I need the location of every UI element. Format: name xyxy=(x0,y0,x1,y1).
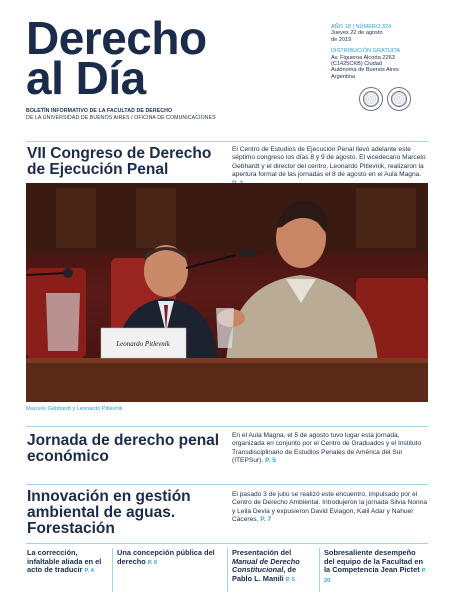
masthead-subtitle: BOLETÍN INFORMATIVO DE LA FACULTAD DE DERECHO xyxy=(26,108,173,114)
column-divider xyxy=(319,548,320,592)
teaser-page-ref[interactable]: P. 5 xyxy=(285,576,296,583)
column-divider xyxy=(112,548,113,592)
teaser-text: Una concepción pública del derecho xyxy=(117,548,215,566)
third-deck-text: El pasado 3 de julio se realizó este encuentro, impulsado por el Centro de Derecho Ambiental. Introdujeron la jornada Silvia Nonna y Leila Devia y expusieron David Eviagon, Kalil Adar y Nahuel Cáceres. xyxy=(232,491,427,524)
third-headline[interactable]: Innovación en gestión ambiental de aguas. Forestación xyxy=(27,488,191,537)
lead-photo-illustration xyxy=(26,183,428,402)
second-deck xyxy=(232,432,428,466)
teaser-item[interactable] xyxy=(232,549,317,584)
lead-headline[interactable]: VII Congreso de Derecho de Ejecución Penal xyxy=(27,145,212,178)
masthead-title-line1: Derecho xyxy=(26,12,207,64)
issue-number: AÑO 18 | NÚMERO 324 xyxy=(331,24,392,30)
teaser-page-ref[interactable]: P. 6 xyxy=(147,559,158,566)
issue-date-line2: de 2019 xyxy=(331,36,352,43)
divider xyxy=(26,141,428,142)
lead-photo xyxy=(26,183,428,402)
divider xyxy=(26,543,428,544)
third-deck xyxy=(232,491,428,525)
university-seals xyxy=(359,87,411,111)
second-headline[interactable]: Jornada de derecho penal económico xyxy=(27,432,220,465)
address-line: Argentina xyxy=(331,73,355,80)
address-line: Av. Figueroa Alcorta 2263 xyxy=(331,54,395,61)
teaser-item[interactable] xyxy=(117,549,222,567)
teaser-text-pre: Presentación del xyxy=(232,548,292,557)
address-line: Autónoma de Buenos Aires xyxy=(331,67,399,74)
lead-deck-text: El Centro de Estudios de Ejecución Penal llevó adelante este séptimo congreso los días 8 y 9 de agosto. El vicedecano Marcelo Gebhardt y el director del centro, Leonardo Pitlevnik, realizaron la apertura formal de las jornadas el 8 de agosto en el Aula Magna. xyxy=(232,146,426,179)
lead-deck xyxy=(232,146,428,188)
teaser-item[interactable] xyxy=(27,549,109,576)
masthead-subtitle-office: DE LA UNIVERSIDAD DE BUENOS AIRES / OFICINA DE COMUNICACIONES xyxy=(26,115,216,121)
nameplate-text: Leonardo Pitlevnik xyxy=(116,340,170,348)
third-page-ref[interactable]: P. 7 xyxy=(260,516,272,524)
distribution-label: DISTRIBUCIÓN GRATUITA xyxy=(331,48,401,55)
second-deck-text: En el Aula Magna, el 5 de agosto tuvo lugar esta jornada, organizada en conjunto por el Centro de Graduados y el Instituto Transdisciplinario de Estudios Penales de América del Sur (ITEPSur). xyxy=(232,432,422,465)
teaser-page-ref[interactable]: P. 20 xyxy=(324,568,427,584)
issue-date-line1: Jueves 22 de agosto xyxy=(331,30,383,37)
divider xyxy=(26,426,428,427)
uba-seal-icon xyxy=(359,87,383,111)
masthead-title-line2: al Día xyxy=(26,52,146,104)
second-page-ref[interactable]: P. 5 xyxy=(264,457,276,465)
masthead xyxy=(26,12,326,121)
teaser-text: Sobresaliente desempeño del equipo de la Facultad en la Competencia Jean Pictet xyxy=(324,548,423,575)
teaser-page-ref[interactable]: P. 4 xyxy=(84,568,94,575)
teaser-item[interactable] xyxy=(324,549,428,585)
issue-info xyxy=(331,24,441,80)
teaser-text-title: Manual de Derecho Constitucional xyxy=(232,556,300,575)
column-divider xyxy=(227,548,228,592)
address-line: (C1425CKB) Ciudad xyxy=(331,61,382,68)
divider xyxy=(26,484,428,485)
teaser-text: La corrección, infaltable aliada en el acto de traducir xyxy=(27,548,102,575)
photo-caption: Marcelo Gebhardt y Leonardo Pitlevnik xyxy=(26,406,123,412)
faculty-seal-icon xyxy=(387,87,411,111)
teaser-text-post: , de Pablo L. Manili xyxy=(232,565,297,583)
